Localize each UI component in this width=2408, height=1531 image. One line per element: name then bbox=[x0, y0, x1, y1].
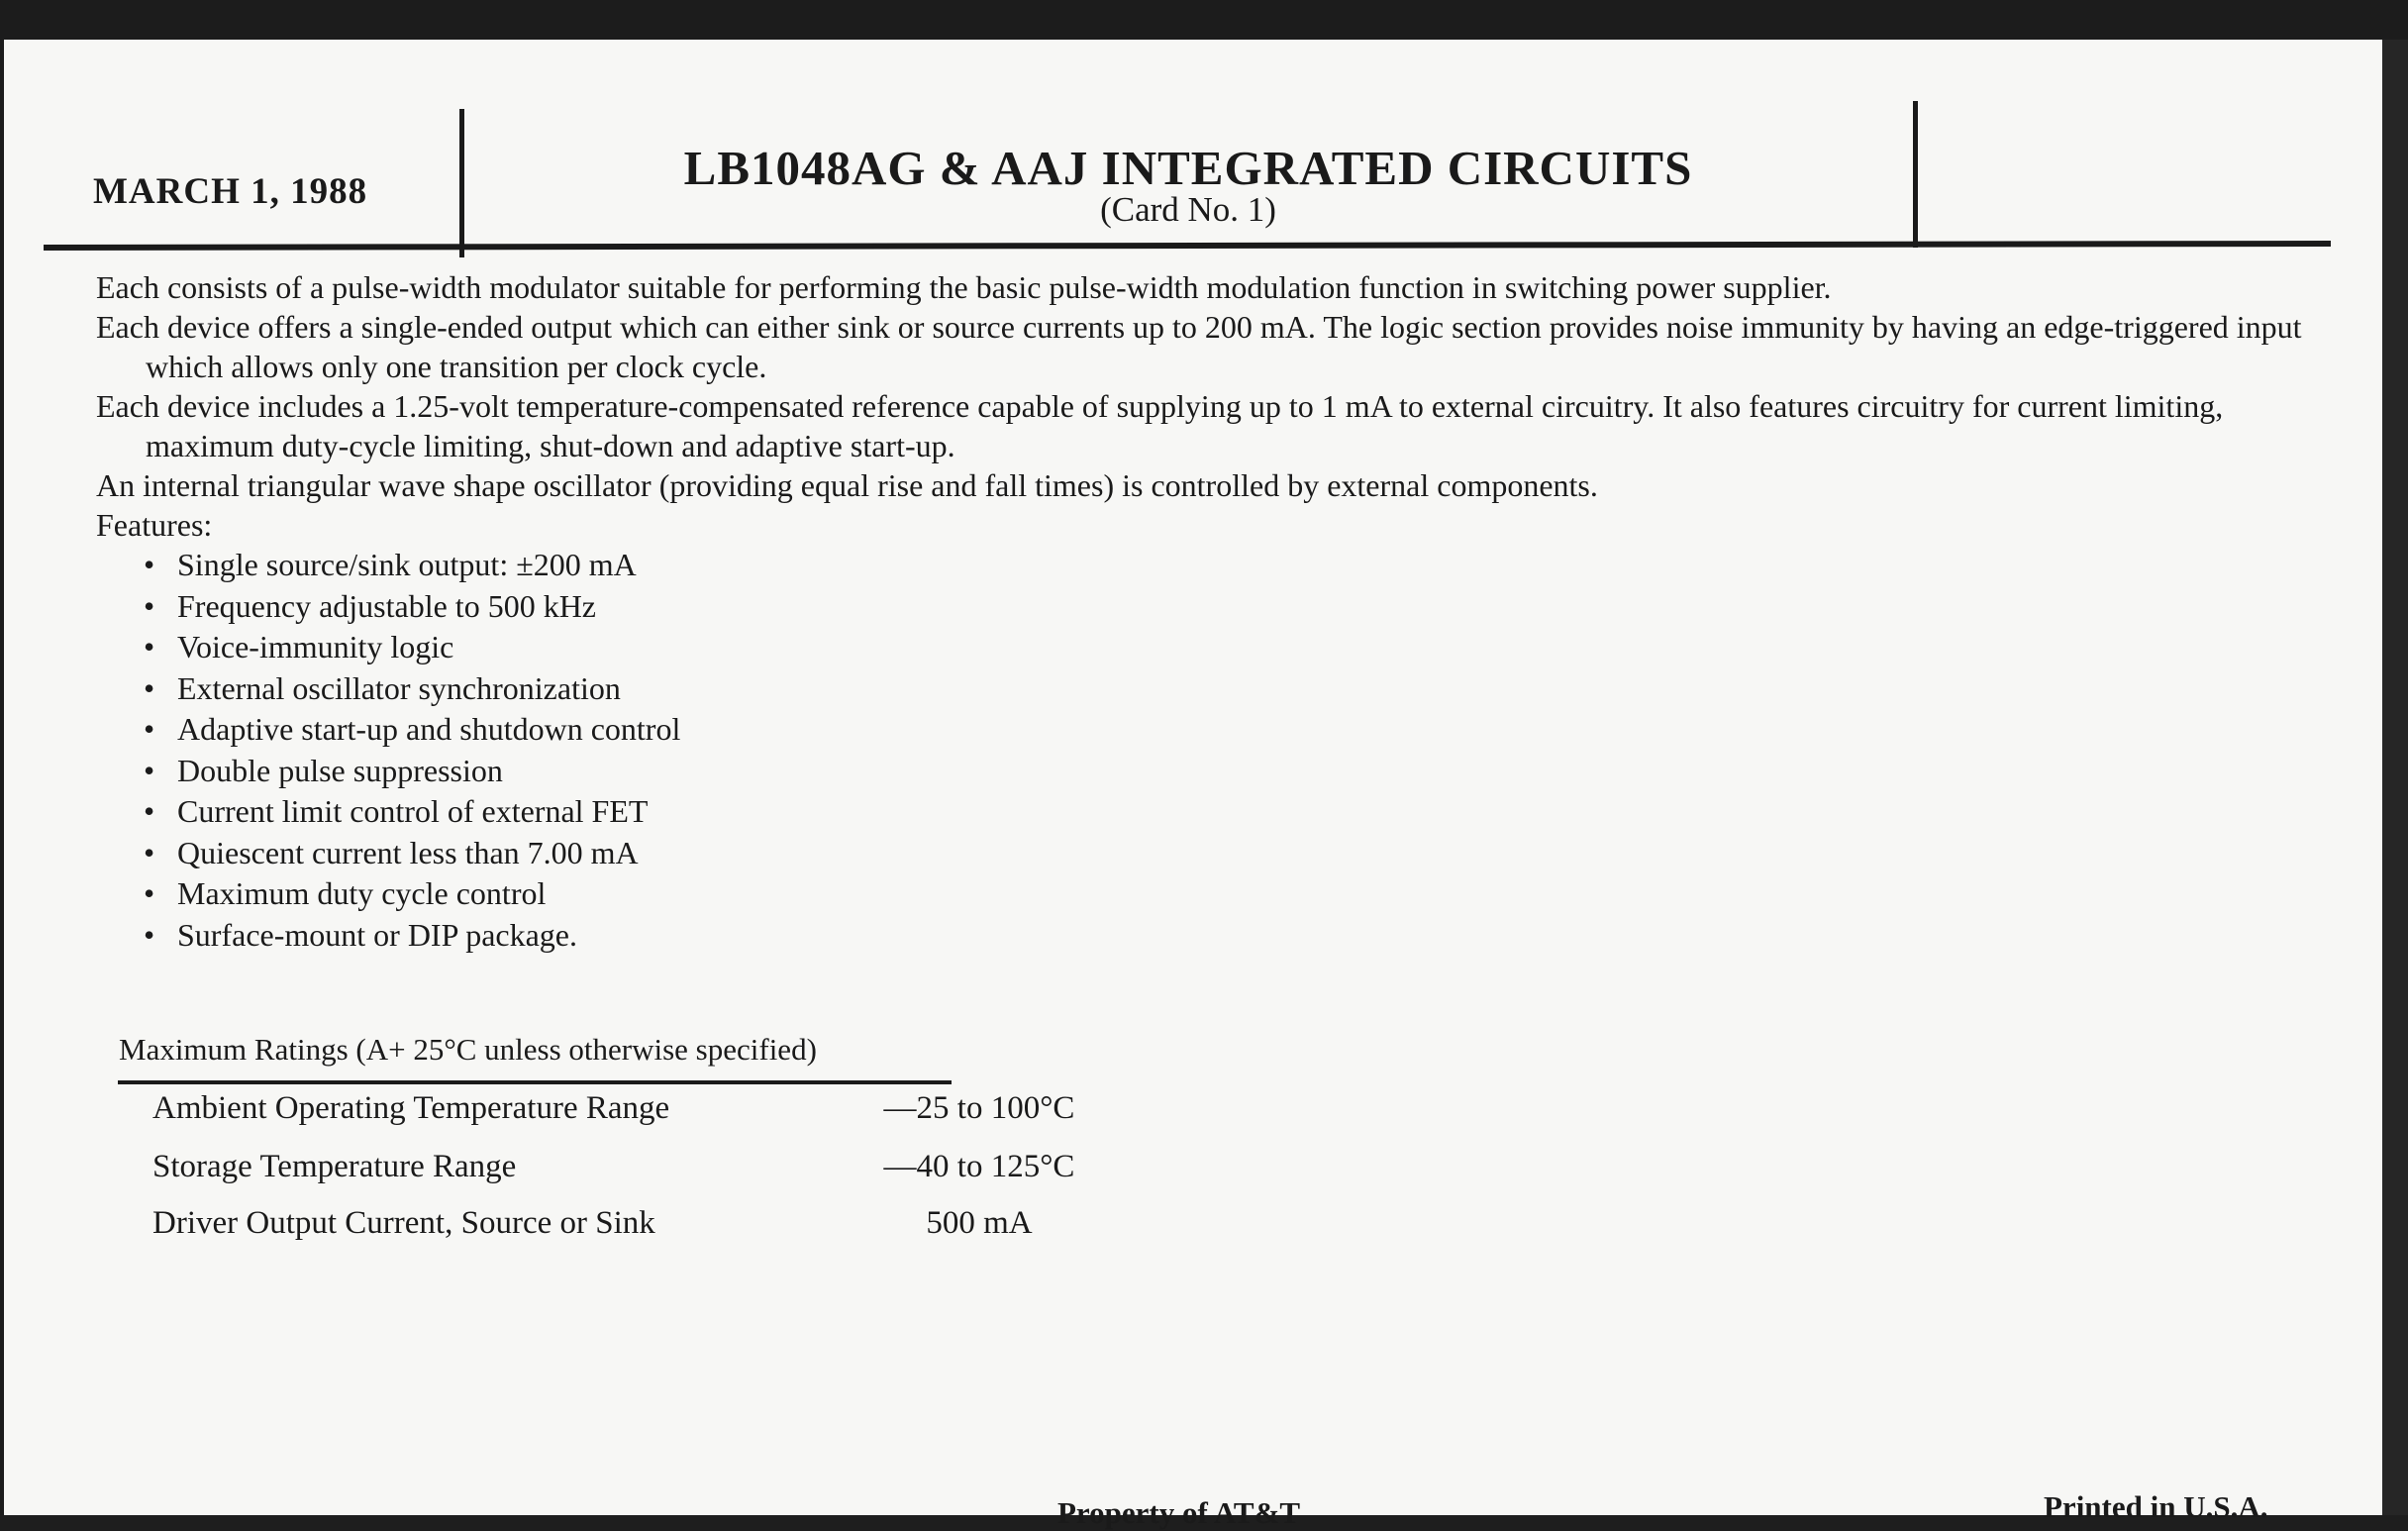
header-divider-left bbox=[459, 109, 464, 257]
rating-label: Storage Temperature Range bbox=[152, 1149, 517, 1184]
reference-card bbox=[4, 40, 2382, 1530]
description-paragraph: Each device offers a single-ended output which can either sink or source currents up to 200 mA. The logic section provides noise immunity by having an edge-triggered input which allows only one transition per clock cycle. bbox=[96, 309, 2302, 384]
feature-text: Maximum duty cycle control bbox=[177, 875, 547, 911]
bullet-icon: • bbox=[144, 547, 155, 582]
header-divider-right bbox=[1913, 101, 1918, 248]
feature-item bbox=[96, 833, 2344, 874]
feature-item bbox=[96, 873, 2344, 915]
feature-item bbox=[96, 668, 2344, 710]
rating-label: Driver Output Current, Source or Sink bbox=[152, 1205, 655, 1241]
ratings-rule bbox=[118, 1080, 952, 1084]
feature-text: Single source/sink output: ±200 mA bbox=[177, 547, 637, 582]
bullet-icon: • bbox=[144, 629, 155, 664]
bullet-icon: • bbox=[144, 587, 155, 624]
header-rule bbox=[44, 241, 2331, 251]
card-title: LB1048AG & AAJ INTEGRATED CIRCUITS bbox=[683, 141, 1693, 195]
feature-text: Surface-mount or DIP package. bbox=[177, 916, 577, 953]
footer-property: Property of AT&T bbox=[1057, 1495, 1301, 1530]
feature-item bbox=[96, 791, 2344, 833]
description-paragraph: An internal triangular wave shape oscillator (providing equal rise and fall times) is controlled by external components. bbox=[96, 467, 1598, 503]
bullet-icon: • bbox=[144, 916, 155, 953]
bullet-icon: • bbox=[144, 793, 155, 829]
feature-text: External oscillator synchronization bbox=[177, 669, 621, 706]
bullet-icon: • bbox=[144, 875, 155, 911]
feature-item bbox=[96, 709, 2344, 751]
rating-value: —40 to 125°C bbox=[883, 1149, 1075, 1184]
feature-text: Frequency adjustable to 500 kHz bbox=[177, 587, 596, 624]
rating-row bbox=[152, 1149, 1075, 1185]
description-paragraph: Each device includes a 1.25-volt temperature-compensated reference capable of supplying up to 1 mA to external circuitry. It also features circuitry for current limiting, maximum duty-cycle limiting, shut-down and adaptive start-up. bbox=[96, 388, 2224, 463]
bullet-icon: • bbox=[144, 669, 155, 706]
footer-printed: Printed in U.S.A. bbox=[2044, 1489, 2268, 1524]
rating-row bbox=[152, 1090, 1075, 1127]
feature-item bbox=[96, 751, 2344, 792]
feature-item bbox=[96, 545, 2344, 586]
description-body bbox=[96, 267, 2344, 956]
feature-text: Double pulse suppression bbox=[177, 752, 503, 788]
feature-text: Current limit control of external FET bbox=[177, 793, 649, 829]
ratings-heading: Maximum Ratings (A+ 25°C unless otherwise specified) bbox=[119, 1032, 817, 1067]
card-date: MARCH 1, 1988 bbox=[93, 171, 368, 212]
features-list bbox=[96, 545, 2344, 956]
rating-value: —25 to 100°C bbox=[883, 1090, 1075, 1126]
scan-edge bbox=[2382, 40, 2408, 1515]
bullet-icon: • bbox=[144, 711, 155, 747]
feature-item bbox=[96, 627, 2344, 668]
rating-value: 500 mA bbox=[926, 1205, 1033, 1241]
feature-item bbox=[96, 586, 2344, 628]
rating-label: Ambient Operating Temperature Range bbox=[152, 1090, 670, 1126]
feature-text: Quiescent current less than 7.00 mA bbox=[177, 834, 639, 870]
feature-text: Voice-immunity logic bbox=[177, 629, 454, 664]
features-label: Features: bbox=[96, 507, 213, 543]
bullet-icon: • bbox=[144, 834, 155, 870]
bullet-icon: • bbox=[144, 752, 155, 788]
description-paragraph: Each consists of a pulse-width modulator suitable for performing the basic pulse-width modulation function in switching power supplier. bbox=[96, 269, 1832, 305]
card-number: (Card No. 1) bbox=[1100, 190, 1276, 229]
rating-row bbox=[152, 1205, 1033, 1242]
feature-item bbox=[96, 915, 2344, 957]
feature-text: Adaptive start-up and shutdown control bbox=[177, 711, 681, 747]
